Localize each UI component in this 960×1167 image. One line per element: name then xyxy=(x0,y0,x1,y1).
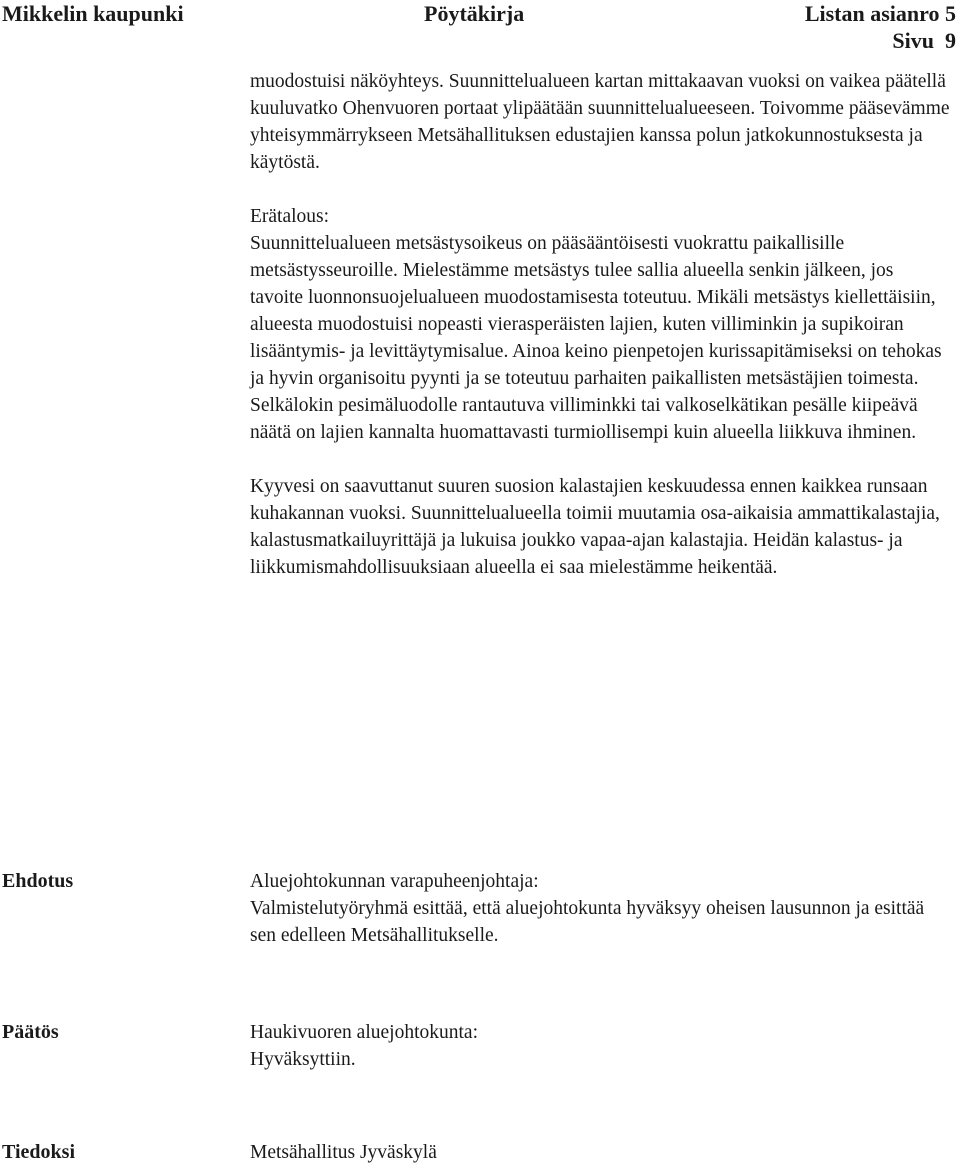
document-body xyxy=(250,68,950,581)
organization-name: Mikkelin kaupunki xyxy=(2,1,184,26)
page-number: Sivu 9 xyxy=(892,28,956,53)
paragraph-spacer xyxy=(250,176,950,203)
ehdotus-text: Valmistelutyöryhmä esittää, että aluejohtokunta hyväksyy oheisen lausunnon ja esittää sen edelleen Metsähallitukselle. xyxy=(250,898,925,946)
section-body-paatos xyxy=(250,1019,950,1073)
eratalous-paragraph: Suunnittelualueen metsästysoikeus on pääsääntöisesti vuokrattu paikallisille metsästysseuroille. Mielestämme metsästys tulee sallia alueella senkin jälkeen, jos tavoite luonnonsuojelualueen muodostamisesta toteutuu. Mikäli metsästys kiellettäisiin, alueesta muodostuisi nopeasti vierasperäisten lajien, kuten villiminkin ja supikoiran lisääntymis- ja levittäytymisalue. Ainoa keino pienpetojen kurissapitämiseksi on tehokas ja hyvin organisoitu pyynti ja se toteutuu parhaiten paikallisten metsästäjien toimesta. Selkälokin pesimäluodolle rantautuva villiminkki tai valkoselkätikan pesälle kiipeävä näätä on lajien kannalta huomattavasti turmiollisempi kuin alueella liikkuva ihminen. xyxy=(250,233,942,443)
tiedoksi-text: Metsähallitus Jyväskylä xyxy=(250,1142,437,1163)
ehdotus-speaker: Aluejohtokunnan varapuheenjohtaja: xyxy=(250,871,539,892)
eratalous-heading: Erätalous: xyxy=(250,206,330,227)
section-body-ehdotus xyxy=(250,868,950,949)
paragraph-spacer xyxy=(250,446,950,473)
page-header xyxy=(0,0,960,72)
section-label-tiedoksi: Tiedoksi xyxy=(2,1141,75,1163)
section-label-paatos: Päätös xyxy=(2,1021,59,1043)
document-type: Pöytäkirja xyxy=(424,1,525,26)
fishing-paragraph: Kyyvesi on saavuttanut suuren suosion kalastajien keskuudessa ennen kaikkea runsaan kuhakannan vuoksi. Suunnittelualueella toimii muutamia osa-aikaisia ammattikalastajia, kalastusmatkailuyrittäjä ja lukuisa joukko vapaa-ajan kalastajia. Heidän kalastus- ja liikkumismahdollisuuksiaan alueella ei saa mielestämme heikentää. xyxy=(250,476,940,578)
item-number: Listan asianro 5 xyxy=(804,1,956,26)
section-label-ehdotus: Ehdotus xyxy=(2,870,74,892)
paatos-speaker: Haukivuoren aluejohtokunta: xyxy=(250,1022,478,1043)
section-body-tiedoksi xyxy=(250,1139,950,1166)
paatos-text: Hyväksyttiin. xyxy=(250,1049,356,1070)
intro-paragraph: muodostuisi näköyhteys. Suunnittelualueen kartan mittakaavan vuoksi on vaikea päätellä kuuluvatko Ohenvuoren portaat ylipäätään suunnittelualueeseen. Toivomme pääsevämme yhteisymmärrykseen Metsähallituksen edustajien kanssa polun jatkokunnostuksesta ja käytöstä. xyxy=(250,71,950,173)
